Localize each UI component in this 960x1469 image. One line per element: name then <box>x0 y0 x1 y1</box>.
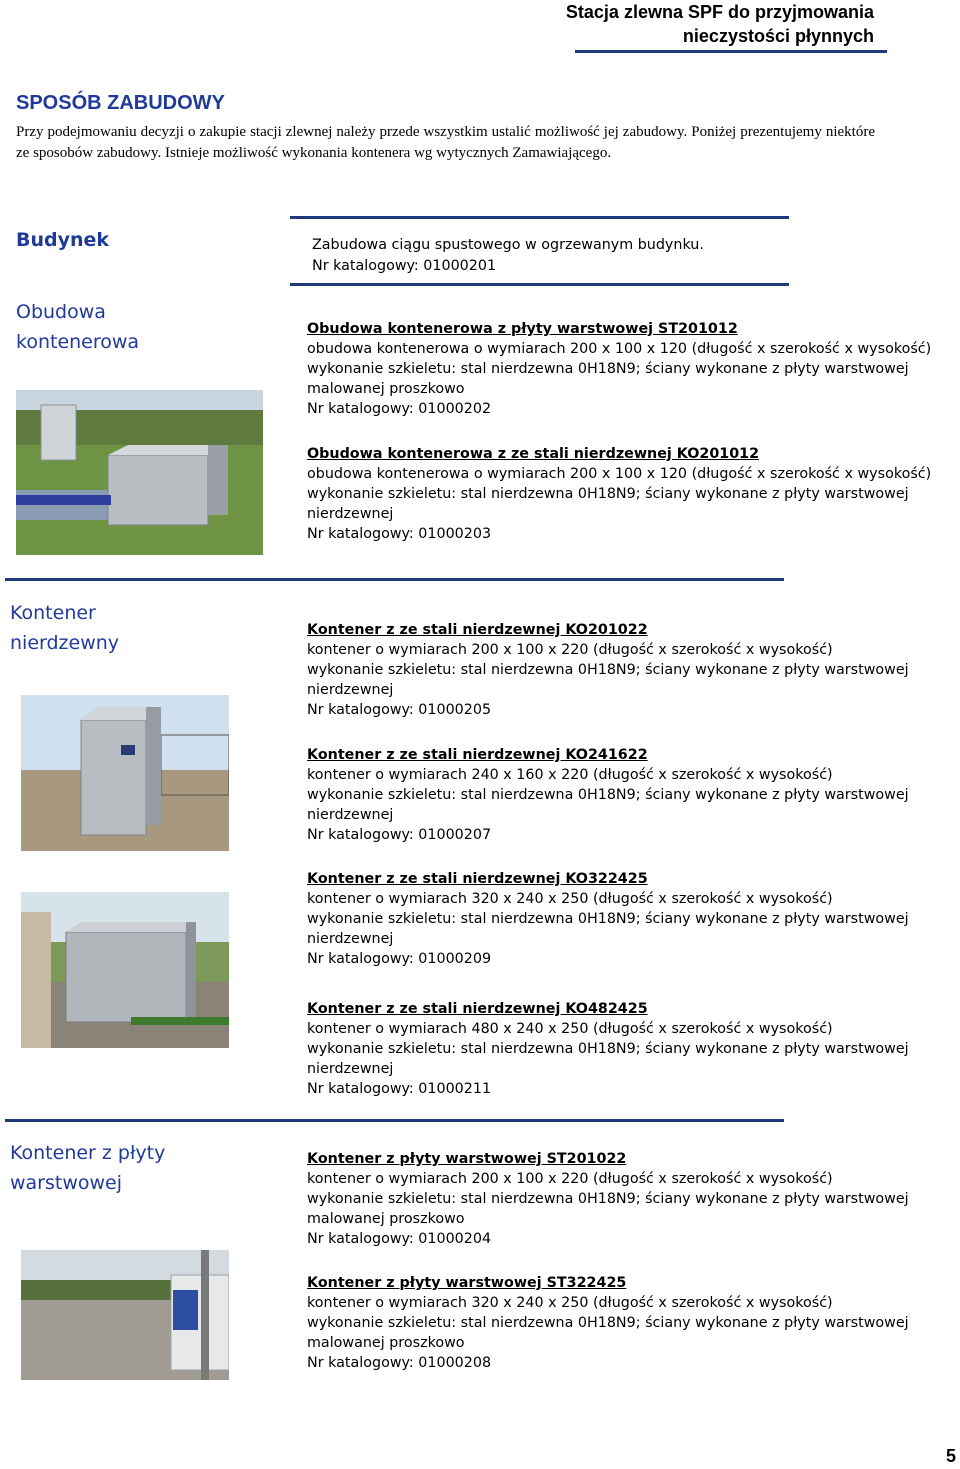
header-divider <box>575 50 887 53</box>
category-label-kontener-line2: nierdzewny <box>10 632 120 654</box>
product-title: Kontener z ze stali nierdzewnej KO322425 <box>307 871 648 887</box>
product-item <box>307 1149 909 1249</box>
category-label-kontener-plyta <box>10 1138 165 1198</box>
product-finish: nierdzewnej <box>307 807 394 823</box>
product-dimensions: kontener o wymiarach 200 x 100 x 220 (długość x szerokość x wysokość) <box>307 1171 833 1187</box>
product-item <box>307 319 931 419</box>
category-label-obudowa-line1: Obudowa <box>16 301 106 323</box>
product-finish: malowanej proszkowo <box>307 381 465 397</box>
category-label-kontener-plyta-line1: Kontener z płyty <box>10 1142 166 1164</box>
product-frame: wykonanie szkieletu: stal nierdzewna 0H18N9; ściany wykonane z płyty warstwowej <box>307 911 909 927</box>
product-dimensions: obudowa kontenerowa o wymiarach 200 x 100 x 120 (długość x szerokość x wysokość) <box>307 466 932 482</box>
category-label-obudowa-line2: kontenerowa <box>16 331 140 353</box>
product-finish: nierdzewnej <box>307 931 394 947</box>
product-item <box>307 620 909 720</box>
product-catalog-number: Nr katalogowy: 01000202 <box>307 401 492 417</box>
kontener-nierdzewny-photo-2 <box>21 892 229 1048</box>
category-label-budynek: Budynek <box>16 229 110 251</box>
budynek-description: Zabudowa ciągu spustowego w ogrzewanym budynku. <box>312 237 704 253</box>
product-dimensions: kontener o wymiarach 320 x 240 x 250 (długość x szerokość x wysokość) <box>307 891 833 907</box>
product-dimensions: kontener o wymiarach 240 x 160 x 220 (długość x szerokość x wysokość) <box>307 767 833 783</box>
header-title-line2: nieczystości płynnych <box>682 26 874 46</box>
category-label-kontener-nierdzewny <box>10 598 119 658</box>
category-label-obudowa <box>16 297 139 357</box>
product-frame: wykonanie szkieletu: stal nierdzewna 0H18N9; ściany wykonane z płyty warstwowej <box>307 361 909 377</box>
obudowa-photo <box>16 390 263 555</box>
divider-budynek-top <box>290 216 789 219</box>
divider-kontener-nierdzewny <box>5 578 784 581</box>
product-item <box>307 745 909 845</box>
product-title: Obudowa kontenerowa z ze stali nierdzewnej KO201012 <box>307 446 760 462</box>
product-item <box>307 1273 909 1373</box>
product-title: Kontener z płyty warstwowej ST201022 <box>307 1151 627 1167</box>
product-dimensions: kontener o wymiarach 200 x 100 x 220 (długość x szerokość x wysokość) <box>307 642 833 658</box>
header-title-line1: Stacja zlewna SPF do przyjmowania <box>565 2 874 22</box>
divider-budynek-bottom <box>290 283 789 286</box>
product-catalog-number: Nr katalogowy: 01000204 <box>307 1231 492 1247</box>
product-frame: wykonanie szkieletu: stal nierdzewna 0H18N9; ściany wykonane z płyty warstwowej <box>307 787 909 803</box>
product-frame: wykonanie szkieletu: stal nierdzewna 0H18N9; ściany wykonane z płyty warstwowej <box>307 1041 909 1057</box>
product-catalog-number: Nr katalogowy: 01000211 <box>307 1081 492 1097</box>
kontener-nierdzewny-photo-1 <box>21 695 229 851</box>
product-dimensions: kontener o wymiarach 320 x 240 x 250 (długość x szerokość x wysokość) <box>307 1295 833 1311</box>
product-dimensions: obudowa kontenerowa o wymiarach 200 x 100 x 120 (długość x szerokość x wysokość) <box>307 341 932 357</box>
product-item <box>307 869 909 969</box>
product-item <box>307 999 909 1099</box>
product-finish: nierdzewnej <box>307 1061 394 1077</box>
product-finish: malowanej proszkowo <box>307 1211 465 1227</box>
product-catalog-number: Nr katalogowy: 01000209 <box>307 951 492 967</box>
product-frame: wykonanie szkieletu: stal nierdzewna 0H18N9; ściany wykonane z płyty warstwowej <box>307 486 909 502</box>
product-frame: wykonanie szkieletu: stal nierdzewna 0H18N9; ściany wykonane z płyty warstwowej <box>307 662 909 678</box>
kontener-plyta-photo <box>21 1250 229 1380</box>
budynek-catalog-number: Nr katalogowy: 01000201 <box>312 258 497 274</box>
divider-kontener-plyta <box>5 1119 784 1122</box>
product-title: Kontener z ze stali nierdzewnej KO241622 <box>307 747 648 763</box>
product-frame: wykonanie szkieletu: stal nierdzewna 0H18N9; ściany wykonane z płyty warstwowej <box>307 1191 909 1207</box>
document-header-title <box>474 0 874 48</box>
product-finish: nierdzewnej <box>307 682 394 698</box>
product-title: Kontener z ze stali nierdzewnej KO201022 <box>307 622 648 638</box>
product-frame: wykonanie szkieletu: stal nierdzewna 0H18N9; ściany wykonane z płyty warstwowej <box>307 1315 909 1331</box>
product-title: Kontener z płyty warstwowej ST322425 <box>307 1275 627 1291</box>
product-catalog-number: Nr katalogowy: 01000205 <box>307 702 492 718</box>
product-catalog-number: Nr katalogowy: 01000208 <box>307 1355 492 1371</box>
product-finish: malowanej proszkowo <box>307 1335 465 1351</box>
product-finish: nierdzewnej <box>307 506 394 522</box>
category-label-kontener-plyta-line2: warstwowej <box>10 1172 123 1194</box>
product-title: Kontener z ze stali nierdzewnej KO482425 <box>307 1001 648 1017</box>
product-catalog-number: Nr katalogowy: 01000203 <box>307 526 492 542</box>
intro-paragraph: Przy podejmowaniu decyzji o zakupie stacji zlewnej należy przede wszystkim ustalić możliwość jej zabudowy. Poniżej prezentujemy niektóre ze sposobów zabudowy. Istnieje możliwość wykonania kontenera wg wytycznych Zamawiającego. <box>16 124 875 161</box>
product-catalog-number: Nr katalogowy: 01000207 <box>307 827 492 843</box>
section-title: SPOSÓB ZABUDOWY <box>16 92 225 114</box>
product-dimensions: kontener o wymiarach 480 x 240 x 250 (długość x szerokość x wysokość) <box>307 1021 833 1037</box>
product-item <box>307 444 931 544</box>
category-label-kontener-line1: Kontener <box>10 602 96 624</box>
product-title: Obudowa kontenerowa z płyty warstwowej ST201012 <box>307 321 738 337</box>
page-number: 5 <box>945 1446 956 1466</box>
